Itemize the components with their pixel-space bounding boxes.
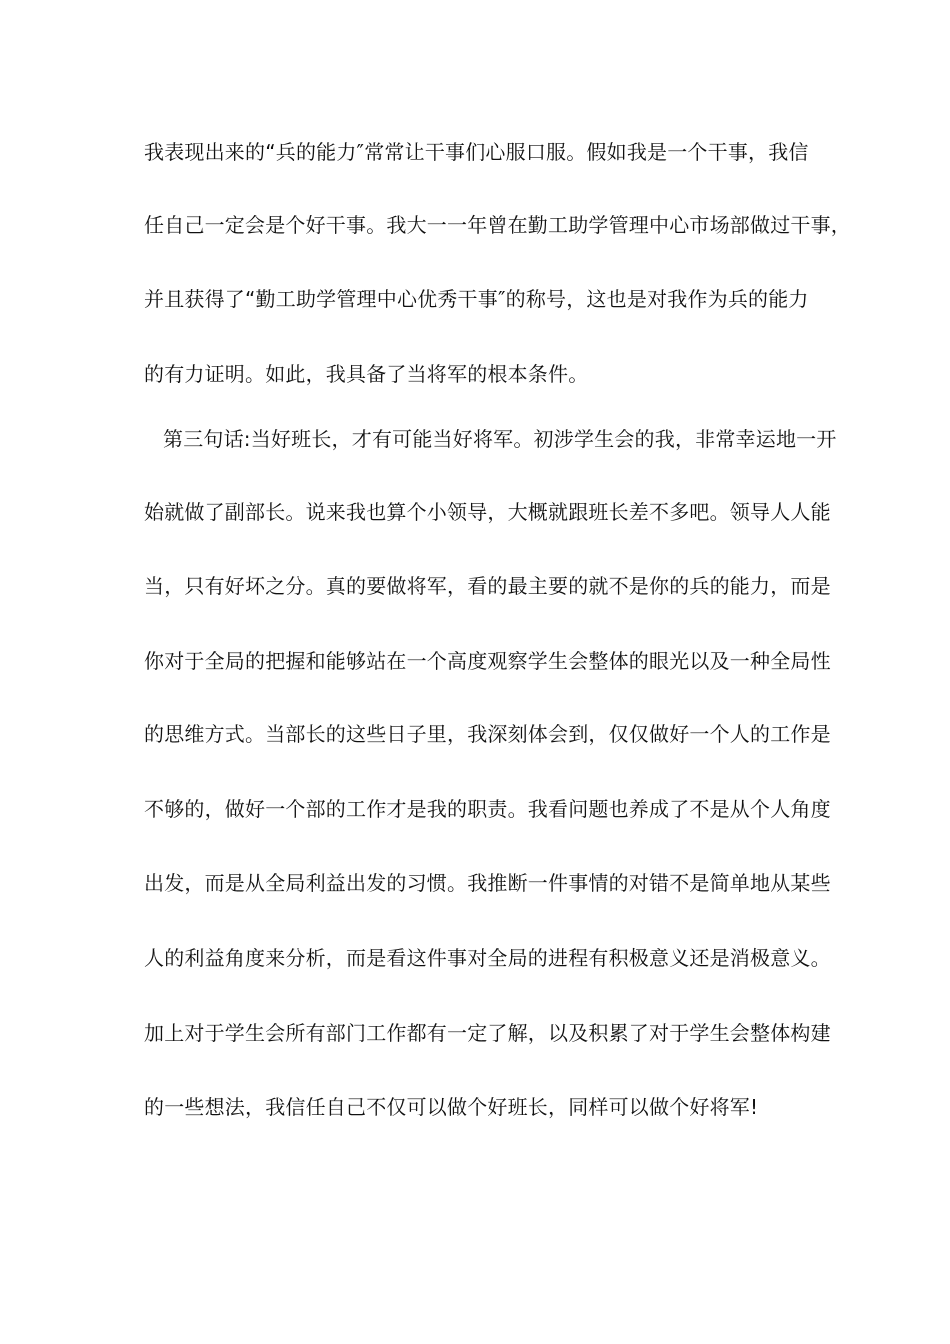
text-line: 始就做了副部长。说来我也算个小领导，大概就跟班长差不多吧。领导人人能 (144, 500, 831, 524)
text-line: 并且获得了“勤工助学管理中心优秀干事″的称号，这也是对我作为兵的能力 (144, 287, 809, 311)
text-line: 我表现出来的“兵的能力″常常让干事们心服口服。假如我是一个干事，我信 (144, 140, 809, 164)
text-line: 的思维方式。当部长的这些日子里，我深刻体会到，仅仅做好一个人的工作是 (144, 722, 831, 746)
text-line: 你对于全局的把握和能够站在一个高度观察学生会整体的眼光以及一种全局性 (144, 649, 831, 673)
text-line: 的有力证明。如此，我具备了当将军的根本条件。 (144, 362, 589, 386)
text-line: 不够的，做好一个部的工作才是我的职责。我看问题也养成了不是从个人角度 (144, 797, 831, 821)
text-line: 当，只有好坏之分。真的要做将军，看的最主要的就不是你的兵的能力，而是 (144, 574, 831, 598)
paragraph-first-line: 第三句话:当好班长，才有可能当好将军。初涉学生会的我，非常幸运地一开 (163, 427, 837, 451)
text-line: 任自己一定会是个好干事。我大一一年曾在勤工助学管理中心市场部做过干事， (144, 213, 851, 237)
text-line: 加上对于学生会所有部门工作都有一定了解，以及积累了对于学生会整体构建 (144, 1021, 831, 1045)
text-line: 出发，而是从全局利益出发的习惯。我推断一件事情的对错不是简单地从某些 (144, 871, 831, 895)
text-line: 人的利益角度来分析，而是看这件事对全局的进程有积极意义还是消极意义。 (144, 946, 831, 970)
text-line: 的一些想法，我信任自己不仅可以做个好班长，同样可以做个好将军! (144, 1095, 759, 1119)
